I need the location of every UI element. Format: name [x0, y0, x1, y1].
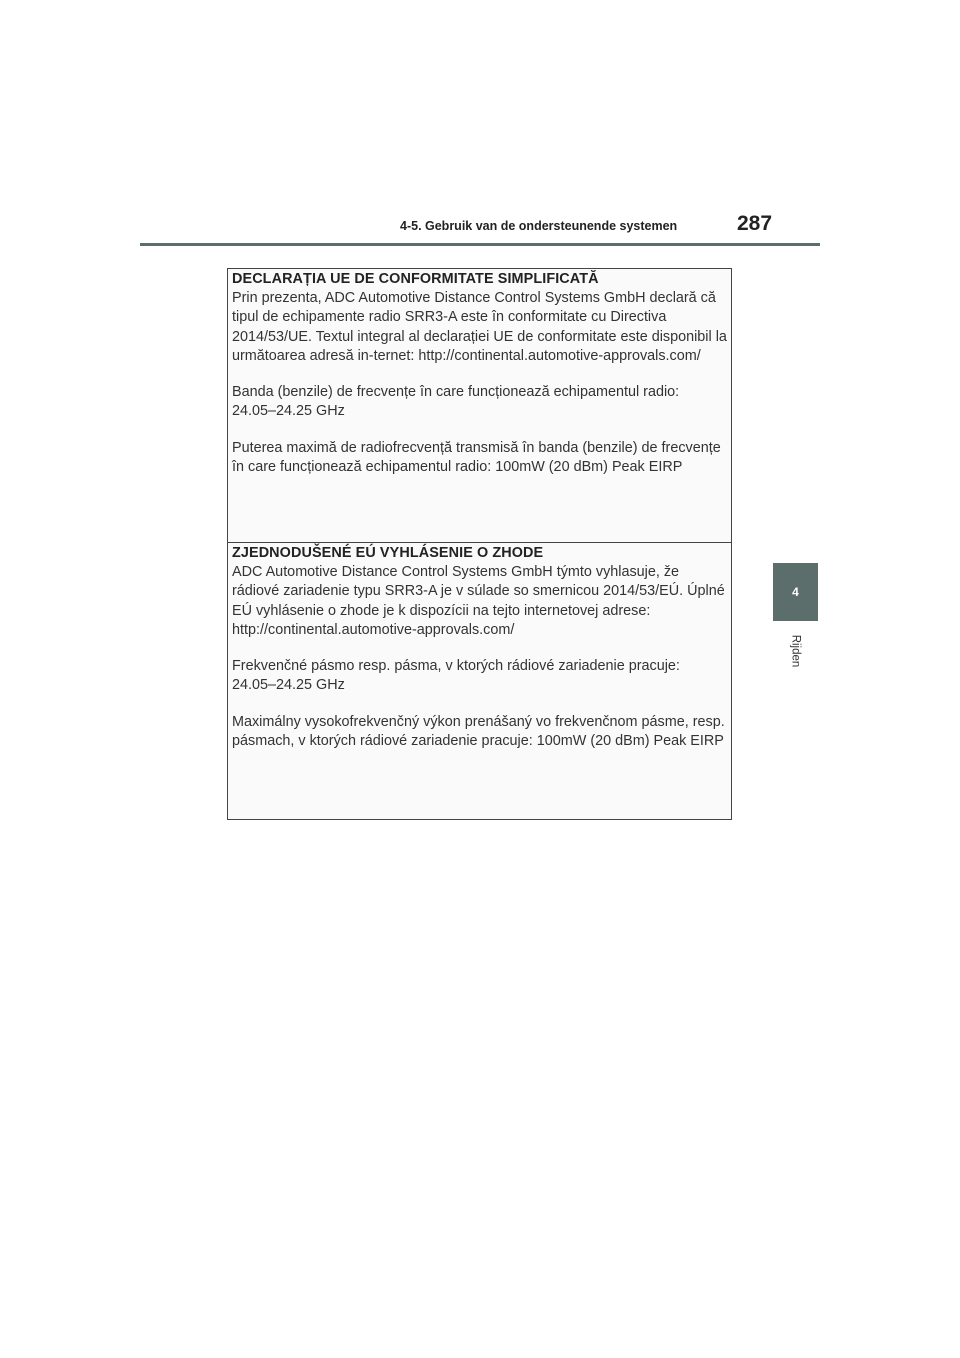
declaration-title-slovak: ZJEDNODUŠENÉ EÚ VYHLÁSENIE O ZHODE	[232, 545, 544, 561]
declaration-paragraph-slovak-1: ADC Automotive Distance Control Systems GmbH týmto vyhlasuje, že rádiové zariadenie typu SRR3-A je v súlade so smernicou 2014/53/EÚ. Úplné EÚ vyhlásenie o zhode je k dispozícii na tejto internetovej adrese: http://continental.automotive-approvals.com/	[232, 564, 725, 638]
declaration-paragraph-romanian-1: Prin prezenta, ADC Automotive Distance Control Systems GmbH declară că tipul de echipamente radio SRR3-A este în conformitate cu Directiva 2014/53/UE. Textul integral al declarației UE de conformitate este disponibil la următoarea adresă in-ternet: http://continental.automotive-approvals.com/	[232, 290, 727, 364]
chapter-label-container	[783, 630, 807, 672]
section-title: 4-5. Gebruik van de ondersteunende systemen	[400, 219, 678, 233]
declaration-slovak	[228, 543, 731, 751]
chapter-number: 4	[792, 585, 799, 599]
declaration-paragraph-slovak-3: Maximálny vysokofrekvenčný výkon prenášaný vo frekvenčnom pásme, resp. pásmach, v ktorých rádiové zariadenie pracuje: 100mW (20 dBm) Peak EIRP	[232, 713, 725, 750]
declaration-paragraph-romanian-3: Puterea maximă de radiofrecvență transmisă în banda (benzile) de frecvențe în care funcționează echipamentul radio: 100mW (20 dBm) Peak EIRP	[232, 439, 721, 476]
declaration-paragraph-slovak-2: Frekvenčné pásmo resp. pásma, v ktorých rádiové zariadenie pracuje: 24.05–24.25 GHz	[232, 658, 680, 694]
declaration-box	[227, 268, 732, 820]
header-rule	[140, 243, 820, 246]
page-number: 287	[737, 212, 773, 235]
chapter-tab	[773, 563, 818, 621]
chapter-label: Rijden	[789, 634, 802, 668]
declaration-romanian	[228, 269, 731, 543]
declaration-title-romanian: DECLARAȚIA UE DE CONFORMITATE SIMPLIFICATĂ	[232, 271, 599, 287]
declaration-paragraph-romanian-2: Banda (benzile) de frecvențe în care funcționează echipamentul radio: 24.05–24.25 GHz	[232, 384, 680, 420]
